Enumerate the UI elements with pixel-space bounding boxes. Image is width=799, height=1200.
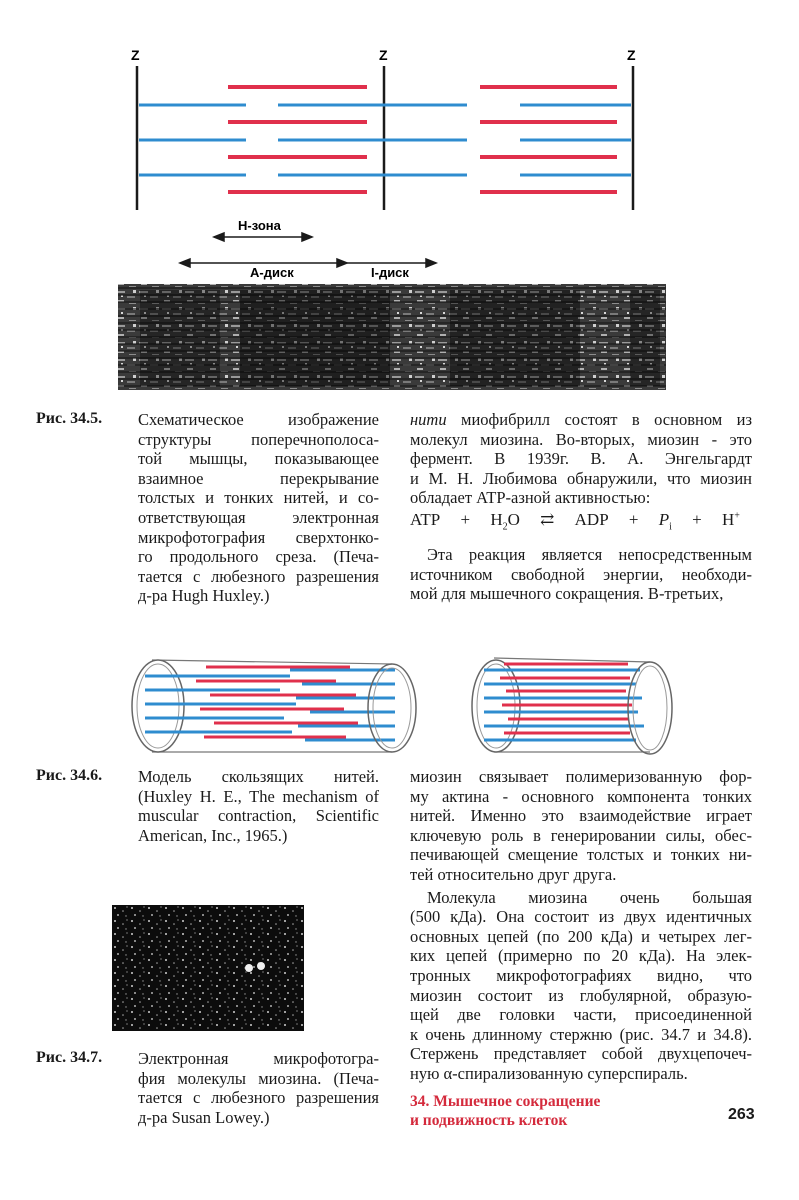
figure-caption-34-5: Схематическое изображение структуры поперечнополоса- той мышцы, показывающее взаимное перекрывание толстых и тонких нитей, и со- ответствующая электронная микрофотография сверхтонко- го продольного среза. (Печа- тается с любезного разрешения д-ра Hugh Huxley.) (138, 410, 379, 606)
chapter-footer: 34. Мышечное сокращение и подвижность клеток (410, 1093, 601, 1129)
figure-caption-34-6: Модель скользящих нитей. (Huxley H. E., The mechanism of muscular contraction, Scientific American, Inc., 1965.) (138, 767, 379, 845)
body-text-block-1: нити миофибрилл состоят в основном из молекул миозина. Во-вторых, миозин - это фермент. В 1939г. В. А. Энгельгардт и М. Н. Любимова обнаружили, что миозин обладает ATP-азной активностью: (410, 410, 752, 508)
myosin-electron-micrograph (112, 905, 304, 1031)
page-number: 263 (728, 1106, 755, 1123)
italic-word: нити (410, 410, 447, 429)
equilibrium-arrows: ⇄ (540, 510, 555, 529)
i-disk-label: I-диск (371, 265, 409, 280)
cylinder-contracted (472, 658, 672, 754)
figure-label-34-5: Рис. 34.5. (36, 410, 103, 427)
z-label-left: Z (131, 47, 140, 63)
figure-label-34-7: Рис. 34.7. (36, 1049, 103, 1066)
atp-hydrolysis-equation: ATP + $H_2O$ ⇄ ADP + $P_i$ + H+ (410, 510, 740, 533)
figure-label-34-6: Рис. 34.6. (36, 767, 103, 784)
myosin-head-1 (245, 964, 253, 972)
electron-micrograph-longitudinal (118, 284, 666, 390)
z-label-middle: Z (379, 47, 388, 63)
body-text-block-2: миозин связывает полимеризованную фор- му актина - основного компонента тонких нитей. Именно это взаимодействие играет ключевую роль в генерировании силы, обес- печивающей смещение толстых и тонких ни- тей относительно друг друга. Молекула миозина очень большая (500 кДа). Она состоит из двух идентичных основных цепей (по 200 кДа) и четырех лег- ких цепей (примерно по 20 кДа). На элек- тронных микрофотографиях видно, что миозин состоит из глобулярной, образую- щей две головки части, присоединенной к очень длинному стержню (рис. 34.7 и 34.8). Стержень представляет собой двухцепочеч- ную α-спирализованную суперспираль. (410, 767, 752, 1083)
myosin-head-2 (257, 962, 265, 970)
sliding-filament-model (0, 640, 799, 765)
h-zone-arrow (214, 233, 312, 241)
z-label-right: Z (627, 47, 636, 63)
figure-caption-34-7: Электронная микрофотогра- фия молекулы миозина. (Печа- тается с любезного разрешения д-ра Susan Lowey.) (138, 1049, 379, 1127)
a-disk-label: А-диск (250, 265, 294, 280)
body-text-block-1b: Эта реакция является непосредственным источником свободной энергии, необходи- мой для мышечного сокращения. В-третьих, (410, 545, 752, 604)
sarcomere-schematic (0, 0, 799, 395)
cylinder-relaxed (132, 660, 416, 752)
h-zone-label: H-зона (238, 218, 281, 233)
